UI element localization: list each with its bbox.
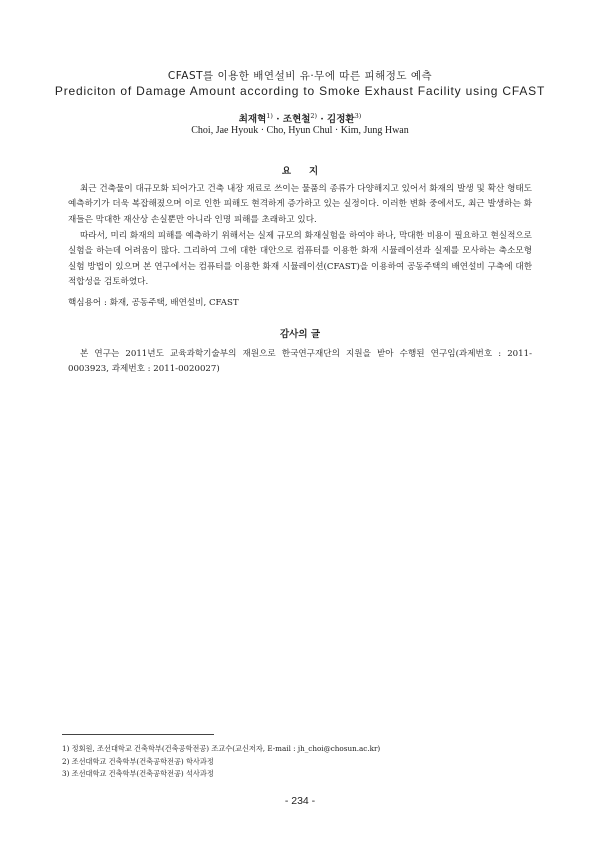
author-name: 조현철: [282, 114, 311, 125]
footnote: 2) 조선대학교 건축학부(건축공학전공) 학사과정: [62, 756, 214, 766]
author-separator: ·: [317, 114, 328, 125]
author-separator: ·: [272, 114, 283, 125]
acknowledgement-heading: 감사의 글: [279, 329, 320, 340]
footnote: 3) 조선대학교 건축학부(건축공학전공) 석사과정: [62, 769, 214, 779]
page-number: - 234 -: [284, 795, 316, 807]
authors-english: Choi, Jae Hyouk · Cho, Hyun Chul · Kim, Jung Hwan: [191, 125, 409, 136]
abstract-paragraph: 최근 건축물이 대규모화 되어가고 건축 내장 재료로 쓰이는 물품의 종류가 다양해지고 있어서 화재의 발생 및 확산 형태도 예측하기가 더욱 복잡해졌으며 이로 인한 피해도 현격하게 증가하고 있는 실정이다. 이러한 변화 중에서도, 최근 발생하는 화재들은 막대한 재산상 손실뿐만 아니라 인명 피해를 초래하고 있다.: [68, 184, 532, 225]
footnote-divider: [62, 734, 214, 735]
author-footnote-mark: 1): [266, 111, 273, 120]
authors-korean: [0, 111, 600, 125]
keywords: 핵심용어 : 화재, 공동주택, 배연설비, CFAST: [68, 298, 239, 308]
author-name: 최재혁: [238, 114, 267, 125]
footnotes: [62, 743, 532, 781]
abstract-heading: 요지: [281, 166, 337, 177]
abstract-paragraph: 따라서, 미리 화재의 피해를 예측하기 위해서는 실제 규모의 화재실험을 하여야 하나, 막대한 비용이 필요하고 현실적으로 실험을 하는데 어려움이 많다. 그리하여 그에 대한 대안으로 컴퓨터를 이용한 화재 시뮬레이션과 실제를 모사하는 축소모형 실험 방법이 있으며 본 연구에서는 컴퓨터를 이용한 화재 시뮬레이션(CFAST)을 이용하여 공동주택의 배연설비 구축에 대한 적합성을 검토하였다.: [68, 231, 532, 287]
title-korean: CFAST를 이용한 배연설비 유·무에 따른 피해정도 예측: [167, 70, 433, 82]
acknowledgement-text: 본 연구는 2011년도 교육과학기술부의 재원으로 한국연구재단의 지원을 받아 수행된 연구임(과제번호 : 2011-0003923, 과제번호 : 2011-0020027): [68, 349, 532, 375]
author-footnote-mark: 2): [310, 111, 318, 120]
title-english: Prediciton of Damage Amount according to Smoke Exhaust Facility using CFAST: [54, 84, 546, 98]
author-name: 김정환: [327, 114, 355, 125]
footnote: 1) 정회원, 조선대학교 건축학부(건축공학전공) 조교수(교신저자, E-mail : jh_choi@chosun.ac.kr): [62, 744, 381, 753]
author-footnote-mark: 3): [354, 111, 362, 120]
